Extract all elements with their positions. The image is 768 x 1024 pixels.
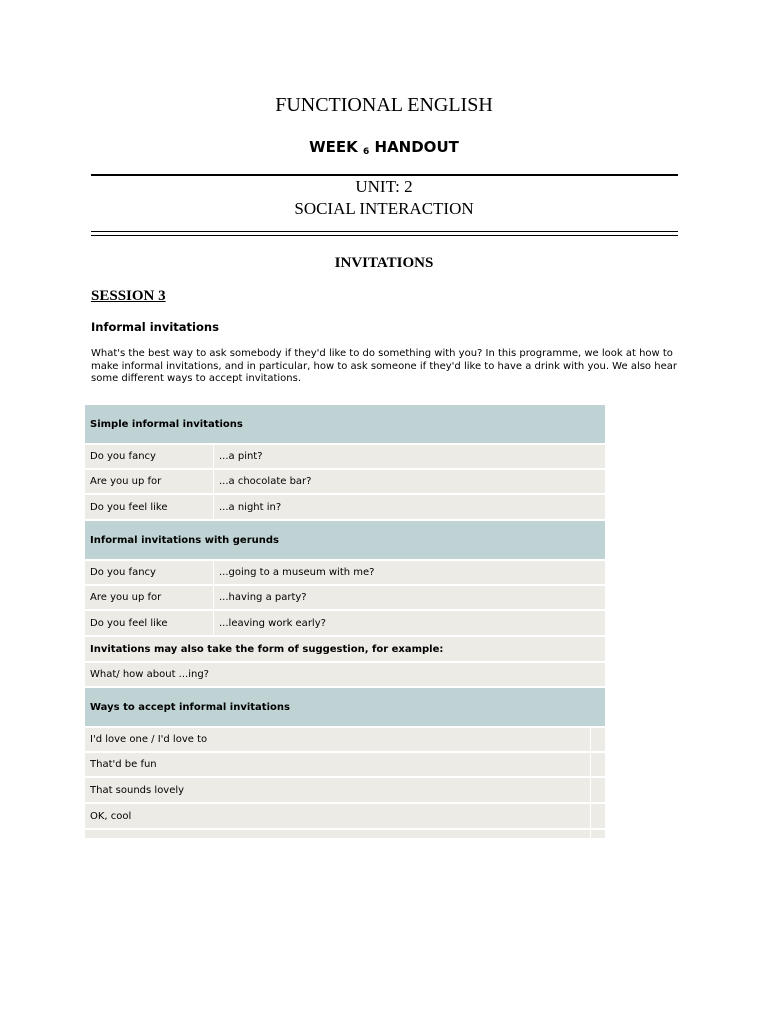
document-title: FUNCTIONAL ENGLISH bbox=[275, 94, 493, 116]
suggestion-example-text: What/ how about ...ing? bbox=[90, 669, 209, 680]
accept-phrase: That sounds lovely bbox=[90, 784, 185, 796]
week-prefix: WEEK bbox=[309, 138, 364, 156]
section-title: INVITATIONS bbox=[334, 255, 434, 271]
column-divider bbox=[213, 561, 214, 584]
suggestion-heading-text: Invitations may also take the form of suggestion, for example: bbox=[90, 643, 444, 655]
column-divider bbox=[590, 830, 591, 838]
table-heading-text: Informal invitations with gerunds bbox=[90, 534, 279, 546]
row-completion: ...going to a museum with me? bbox=[219, 567, 375, 578]
table-heading-accept bbox=[85, 688, 605, 726]
table-heading-text: Simple informal invitations bbox=[90, 418, 243, 430]
table-heading-simple bbox=[85, 405, 605, 443]
row-completion: ...a chocolate bar? bbox=[219, 476, 312, 487]
column-divider bbox=[213, 470, 214, 493]
row-phrase: Are you up for bbox=[90, 476, 162, 487]
column-divider bbox=[590, 778, 591, 802]
suggestion-example bbox=[85, 663, 605, 686]
table-row bbox=[85, 804, 605, 828]
session-label: SESSION 3 bbox=[91, 288, 166, 304]
table-row bbox=[85, 753, 605, 776]
table-row bbox=[85, 611, 605, 635]
table-row bbox=[85, 561, 605, 584]
column-divider bbox=[590, 804, 591, 828]
column-divider bbox=[213, 495, 214, 519]
suggestion-heading bbox=[85, 637, 605, 661]
row-completion: ...having a party? bbox=[219, 592, 307, 603]
intro-paragraph: What's the best way to ask somebody if they'd like to do something with you? In this programme, we look at how to make informal invitations, and in particular, how to ask someone if they'd like to have a drink with you. We also hear some different ways to accept invitations. bbox=[91, 348, 677, 384]
column-divider bbox=[213, 586, 214, 609]
unit-label: UNIT: 2 bbox=[355, 177, 413, 196]
column-divider bbox=[590, 728, 591, 751]
row-phrase: Do you fancy bbox=[90, 451, 156, 462]
column-divider bbox=[590, 753, 591, 776]
row-completion: ...leaving work early? bbox=[219, 617, 326, 629]
accept-phrase: That'd be fun bbox=[90, 759, 157, 770]
row-completion: ...a pint? bbox=[219, 451, 263, 462]
invitations-table bbox=[85, 405, 605, 838]
divider-double-upper bbox=[91, 231, 678, 232]
divider-double-lower bbox=[91, 235, 678, 236]
table-row-empty bbox=[85, 830, 605, 838]
table-heading-text: Ways to accept informal invitations bbox=[90, 701, 290, 713]
table-row bbox=[85, 470, 605, 493]
column-divider bbox=[213, 445, 214, 468]
table-heading-gerunds bbox=[85, 521, 605, 559]
table-row bbox=[85, 778, 605, 802]
unit-subtitle: SOCIAL INTERACTION bbox=[294, 199, 474, 218]
table-row bbox=[85, 445, 605, 468]
accept-phrase: OK, cool bbox=[90, 810, 132, 822]
week-number: 6 bbox=[363, 147, 370, 157]
table-row bbox=[85, 586, 605, 609]
table-row bbox=[85, 728, 605, 751]
row-phrase: Do you feel like bbox=[90, 617, 168, 629]
row-phrase: Are you up for bbox=[90, 592, 162, 603]
row-phrase: Do you feel like bbox=[90, 501, 168, 513]
row-phrase: Do you fancy bbox=[90, 567, 156, 578]
accept-phrase: I'd love one / I'd love to bbox=[90, 734, 208, 745]
week-heading bbox=[0, 137, 768, 162]
table-row bbox=[85, 495, 605, 519]
column-divider bbox=[213, 611, 214, 635]
session-heading: Informal invitations bbox=[91, 320, 219, 334]
row-completion: ...a night in? bbox=[219, 501, 282, 513]
week-suffix: HANDOUT bbox=[369, 138, 459, 156]
